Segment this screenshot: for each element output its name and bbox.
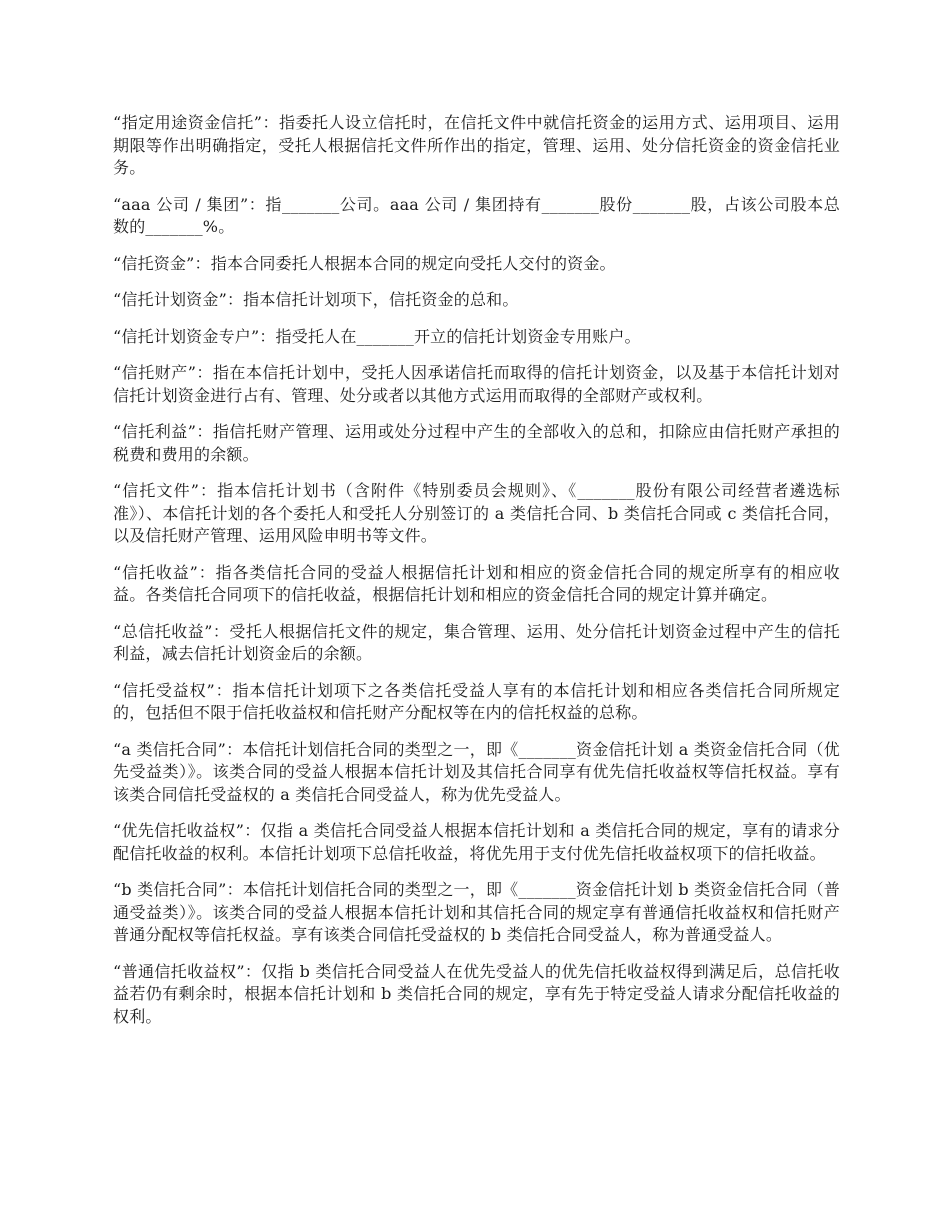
definition-paragraph: “信托受益权”：指本信托计划项下之各类信托受益人享有的本信托计划和相应各类信托合同所规定的，包括但不限于信托收益权和信托财产分配权等在内的信托权益的总称。 [113,680,840,722]
definition-paragraph: “信托利益”：指信托财产管理、运用或处分过程中产生的全部收入的总和，扣除应由信托财产承担的税费和费用的余额。 [113,422,840,464]
document-body [113,112,840,1042]
definition-paragraph: “aaa 公司 / 集团”：指_______公司。aaa 公司 / 集团持有_______股份_______股，占该公司股本总数的_______%。 [113,194,840,236]
definition-paragraph: “总信托收益”：受托人根据信托文件的规定，集合管理、运用、处分信托计划资金过程中产生的信托利益，减去信托计划资金后的余额。 [113,621,840,663]
definition-paragraph: “信托财产”：指在本信托计划中，受托人因承诺信托而取得的信托计划资金，以及基于本信托计划对信托计划资金进行占有、管理、处分或者以其他方式运用而取得的全部财产或权利。 [113,363,840,405]
definition-paragraph: “信托计划资金专户”：指受托人在_______开立的信托计划资金专用账户。 [113,326,641,346]
definition-paragraph: “a 类信托合同”：本信托计划信托合同的类型之一，即《_______资金信托计划 a 类资金信托合同（优先受益类）》。该类合同的受益人根据本信托计划及其信托合同享有优先信托收益权等信托权益。享有该类合同信托受益权的 a 类信托合同受益人，称为优先受益人。 [113,739,840,804]
definition-paragraph: “信托资金”：指本合同委托人根据本合同的规定向受托人交付的资金。 [113,253,616,273]
definition-paragraph: “优先信托收益权”：仅指 a 类信托合同受益人根据本信托计划和 a 类信托合同的规定，享有的请求分配信托收益的权利。本信托计划项下总信托收益，将优先用于支付优先信托收益权项下的信托收益。 [113,821,840,863]
definition-paragraph: “普通信托收益权”：仅指 b 类信托合同受益人在优先受益人的优先信托收益权得到满足后，总信托收益若仍有剩余时，根据本信托计划和 b 类信托合同的规定，享有先于特定受益人请求分配信托收益的权利。 [113,961,840,1026]
definition-paragraph: “b 类信托合同”：本信托计划信托合同的类型之一，即《_______资金信托计划 b 类资金信托合同（普通受益类）》。该类合同的受益人根据本信托计划和其信托合同的规定享有普通信托收益权和信托财产普通分配权等信托权益。享有该类合同信托受益权的 b 类信托合同受益人，称为普通受益人。 [113,880,840,944]
definition-paragraph: “指定用途资金信托”：指委托人设立信托时，在信托文件中就信托资金的运用方式、运用项目、运用期限等作出明确指定，受托人根据信托文件所作出的指定，管理、运用、处分信托资金的资金信托业务。 [113,113,840,177]
definition-paragraph: “信托文件”：指本信托计划书（含附件《特别委员会规则》、《_______股份有限公司经营者遴选标准》）、本信托计划的各个委托人和受托人分别签订的 a 类信托合同、b 类信托合同或 c 类信托合同，以及信托财产管理、运用风险申明书等文件。 [113,481,840,545]
definition-paragraph: “信托计划资金”：指本信托计划项下，信托资金的总和。 [113,290,519,309]
definition-paragraph: “信托收益”：指各类信托合同的受益人根据信托计划和相应的资金信托合同的规定所享有的相应收益。各类信托合同项下的信托收益，根据信托计划和相应的资金信托合同的规定计算并确定。 [113,562,840,604]
